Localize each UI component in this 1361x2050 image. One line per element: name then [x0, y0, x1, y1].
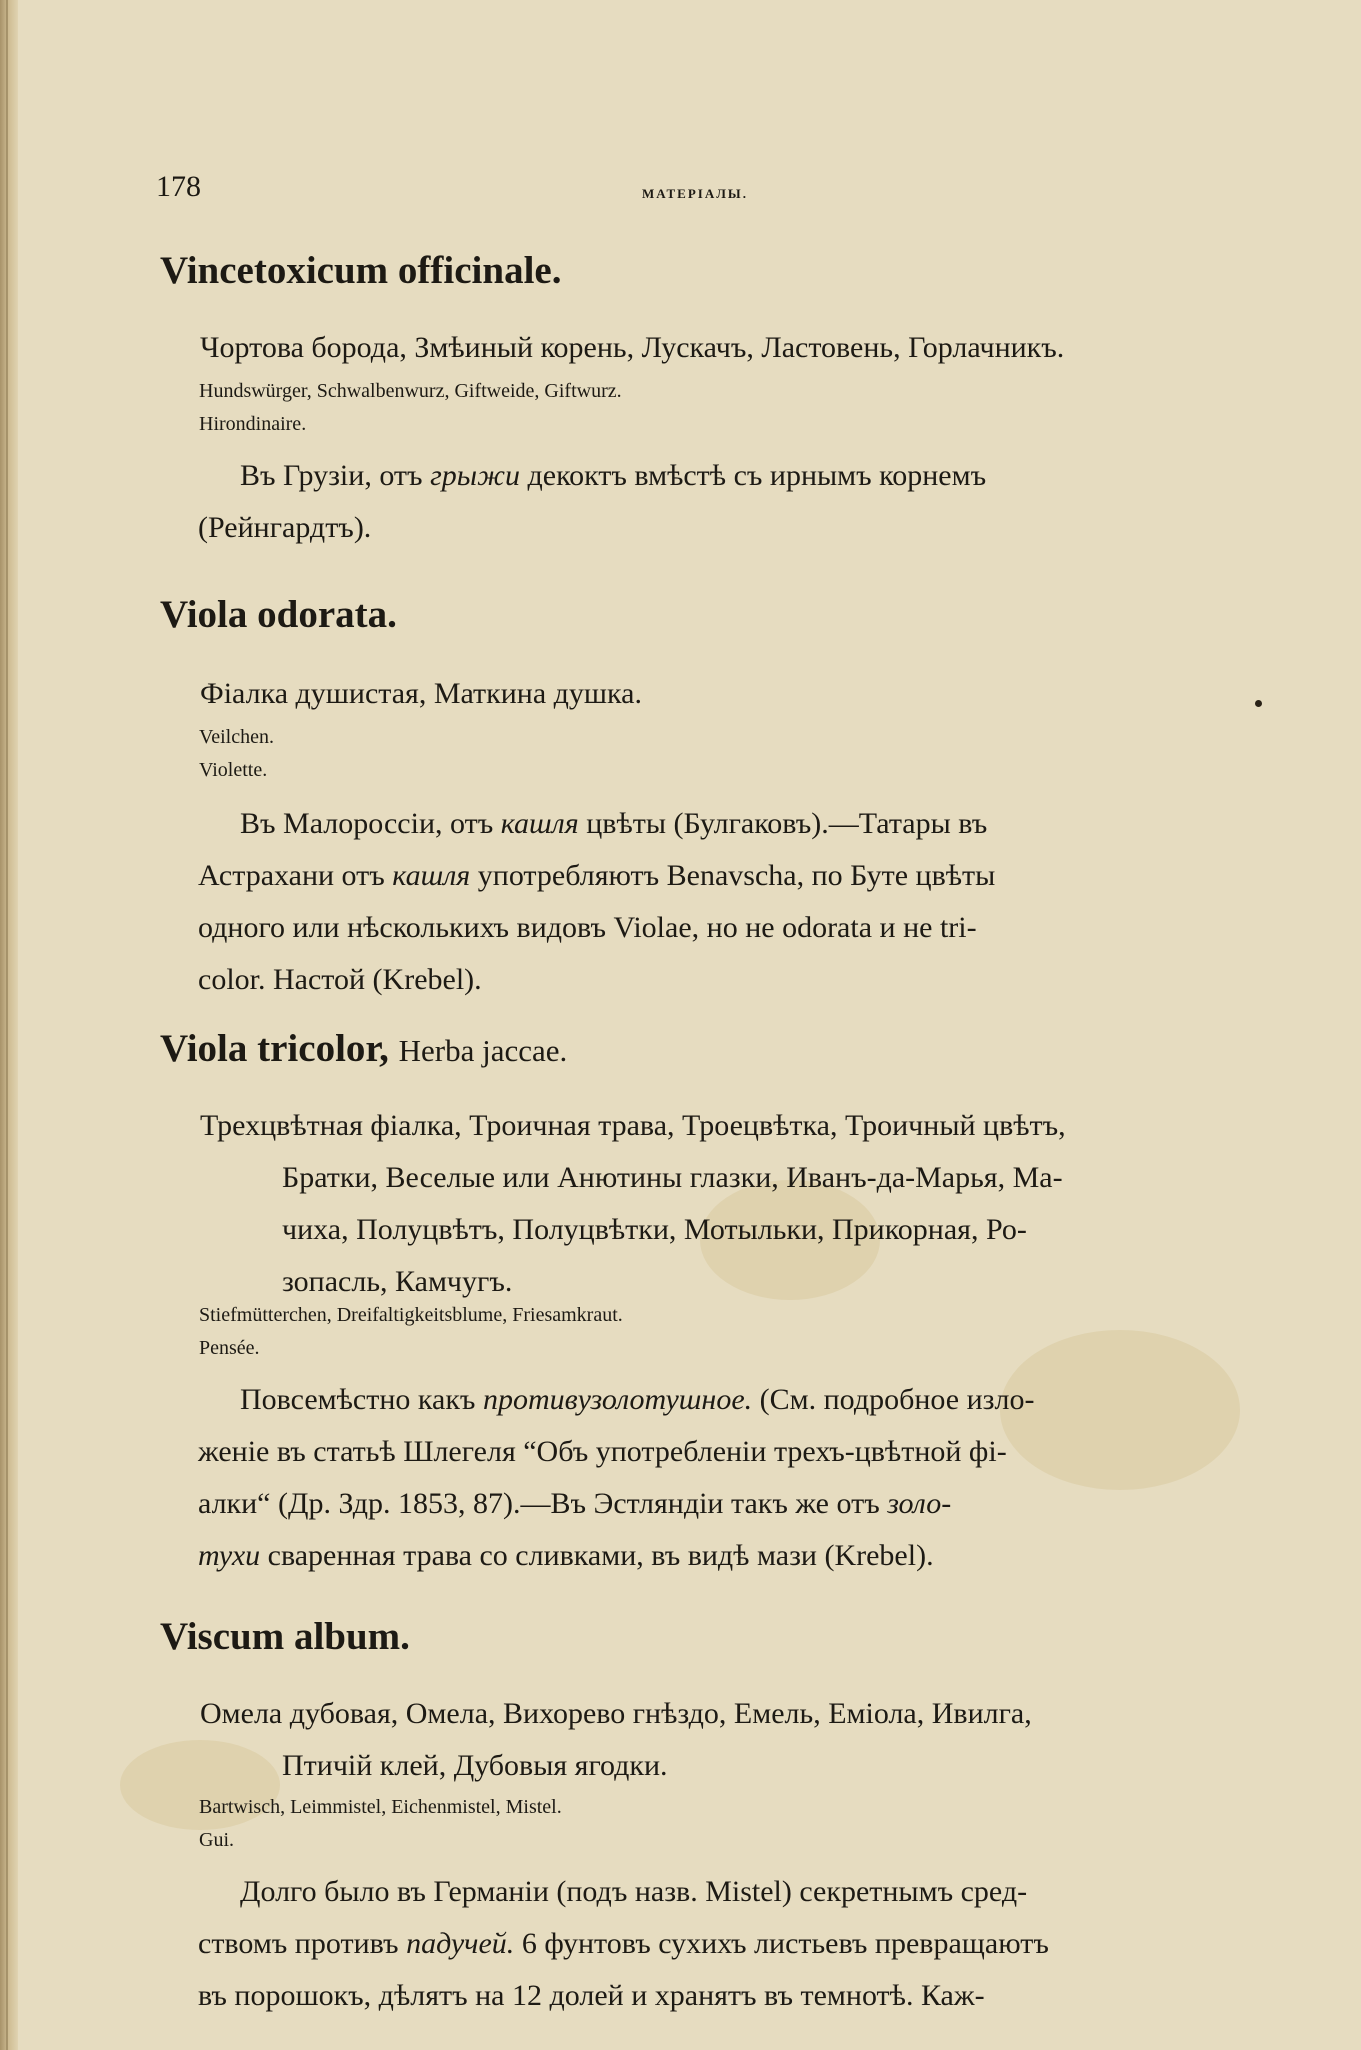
description-line	[240, 1866, 1210, 1918]
description-line	[198, 850, 1210, 902]
page-number: 178	[156, 170, 201, 203]
description-text: Астрахани отъ	[198, 859, 393, 892]
entry-title: Viola odorata.	[160, 593, 397, 636]
entry-title: Vincetoxicum officinale.	[160, 249, 562, 292]
entry-title: Viscum album.	[160, 1615, 410, 1658]
french-names: Violette.	[199, 759, 268, 781]
italic-term: золо-	[887, 1487, 952, 1520]
russian-names	[200, 668, 1210, 720]
description-text: алки“ (Др. Здр. 1853, 87).—Въ Эстляндіи такъ же отъ	[198, 1487, 888, 1520]
names-line: Фіалка душистая, Маткина душка.	[200, 677, 642, 710]
description-text: употребляютъ Benavscha, по Буте цвѣты	[470, 859, 996, 892]
description-text: одного или нѣсколькихъ видовъ Violae, но не odorata и не tri-	[198, 911, 977, 944]
entry-description	[198, 1866, 1210, 2022]
running-head: МАТЕРІАЛЫ.	[642, 186, 748, 201]
description-text: 6 фунтовъ сухихъ листьевъ превращаютъ	[514, 1927, 1049, 1960]
entry-description	[198, 450, 1210, 554]
names-line: Трехцвѣтная фіалка, Троичная трава, Троецвѣтка, Троичный цвѣтъ,	[200, 1109, 1066, 1142]
description-line	[240, 450, 1210, 502]
entry-description	[198, 798, 1210, 1006]
german-names: Bartwisch, Leimmistel, Eichenmistel, Mistel.	[199, 1796, 562, 1818]
entry-description	[198, 1374, 1210, 1582]
description-text: Долго было въ Германіи (подъ назв. Mistel) секретнымъ сред-	[240, 1875, 1028, 1908]
entry-title	[160, 1026, 567, 1071]
names-line: чиха, Полуцвѣтъ, Полуцвѣтки, Мотыльки, Прикорная, Ро-	[282, 1213, 1027, 1246]
names-line: Братки, Веселые или Анютины глазки, Иванъ-да-Марья, Ма-	[282, 1161, 1063, 1194]
french-names: Hirondinaire.	[199, 413, 307, 435]
italic-term: кашля	[392, 859, 471, 892]
description-text: (См. подробное изло-	[752, 1383, 1035, 1416]
italic-term: падучей.	[406, 1927, 515, 1960]
description-line	[198, 1478, 1210, 1530]
german-names: Veilchen.	[199, 726, 274, 748]
description-line	[198, 1426, 1210, 1478]
description-line	[198, 902, 1210, 954]
italic-term: кашля	[500, 807, 579, 840]
italic-term: противузолотушное.	[482, 1383, 753, 1416]
description-text: ствомъ противъ	[198, 1927, 407, 1960]
description-text: сваренная трава со сливками, въ видѣ мази (Krebel).	[260, 1539, 934, 1572]
names-line: Чортова борода, Змѣиный корень, Лускачъ, Ластовень, Горлачникъ.	[200, 331, 1065, 364]
description-text: Въ Малороссіи, отъ	[240, 807, 501, 840]
description-text: Въ Грузіи, отъ	[240, 459, 431, 492]
page-header	[156, 170, 1206, 210]
french-names: Gui.	[199, 1829, 234, 1851]
description-line	[240, 1374, 1210, 1426]
french-names: Pensée.	[199, 1337, 260, 1359]
german-names: Hundswürger, Schwalbenwurz, Giftweide, Giftwurz.	[199, 380, 622, 402]
description-line	[198, 1918, 1210, 1970]
description-text: color. Настой (Krebel).	[198, 963, 482, 996]
description-line	[198, 1970, 1210, 2022]
german-names: Stiefmütterchen, Dreifaltigkeitsblume, Friesamkraut.	[199, 1304, 623, 1326]
italic-term: тухи	[198, 1539, 261, 1572]
description-text: въ порошокъ, дѣлятъ на 12 долей и хранятъ въ темнотѣ. Каж-	[198, 1979, 985, 2012]
description-text: декоктъ вмѣстѣ съ ирнымъ корнемъ	[520, 459, 987, 492]
names-line: зопасль, Камчугъ.	[282, 1265, 513, 1298]
russian-names	[200, 322, 1210, 374]
description-text: цвѣты (Булгаковъ).—Татары въ	[578, 807, 988, 840]
description-line	[240, 798, 1210, 850]
description-line	[198, 1530, 1210, 1582]
description-line	[198, 954, 1210, 1006]
names-line: Птичій клей, Дубовыя ягодки.	[282, 1749, 668, 1782]
russian-names	[200, 1100, 1210, 1308]
entry-title-latin: Viola tricolor,	[160, 1027, 389, 1070]
description-line	[198, 502, 1210, 554]
russian-names	[200, 1688, 1210, 1792]
description-text: женіе въ статьѣ Шлегеля “Объ употребленіи трехъ-цвѣтной фі-	[198, 1435, 1007, 1468]
italic-term: грыжи	[430, 459, 520, 492]
description-text: Повсемѣстно какъ	[240, 1383, 483, 1416]
names-line: Омела дубовая, Омела, Вихорево гнѣздо, Емель, Еміола, Ивилга,	[200, 1697, 1032, 1730]
entry-title-synonym: Herba jaccae.	[398, 1033, 568, 1068]
description-text: (Рейнгардтъ).	[198, 511, 372, 544]
